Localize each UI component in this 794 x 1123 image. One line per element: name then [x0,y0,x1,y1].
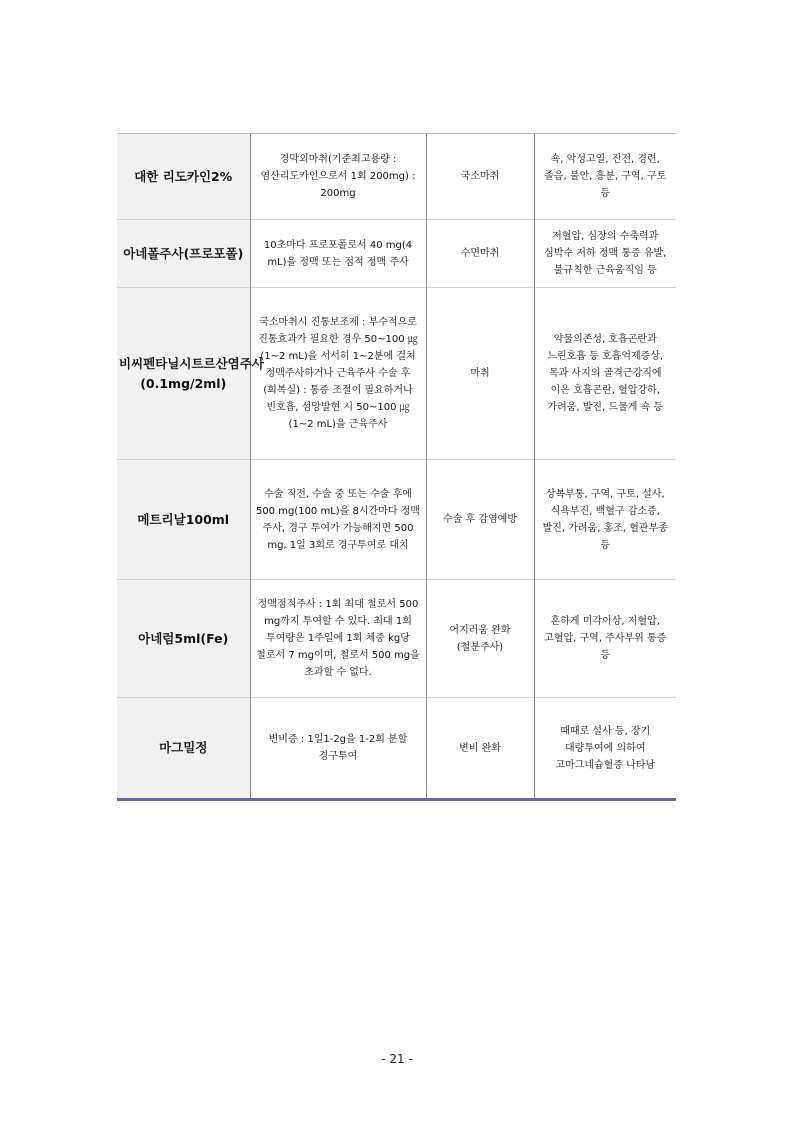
table-row [117,460,676,580]
purpose-cell: 어지러움 완화 (철분주사) [426,580,534,698]
purpose-cell: 수술 후 감염예방 [426,460,534,580]
table-row [117,288,676,460]
drug-name: 마그밀정 [117,698,250,800]
dosage-cell: 수술 직전, 수술 중 또는 수술 후에 500 mg(100 mL)을 8시간마다 정맥 주사, 경구 투여가 가능해지면 500 mg, 1일 3회로 경구투여로 대치 [250,460,426,580]
purpose-cell: 수면마취 [426,220,534,288]
side-effects-cell: 상복부통, 구역, 구토, 설사, 식욕부진, 백혈구 감소증, 발진, 가려움, 홍조, 혈관부종 등 [534,460,676,580]
side-effects-cell: 저혈압, 심장의 수축력과 심박수 저하 정맥 통증 유발,불규칙한 근육움직임 등 [534,220,676,288]
table-row [117,580,676,698]
drug-name: 메트리날100ml [117,460,250,580]
dosage-cell: 정맥점적주사 : 1회 최대 철로서 500 mg까지 투여할 수 있다. 최대 1회 투여량은 1주일에 1회 체중 kg당 철로서 7 mg이며, 철로서 500 mg을 초과할 수 없다. [250,580,426,698]
table-row [117,220,676,288]
side-effects-cell: 때때로 설사 등, 장기 대량투여에 의하여 고마그네슘혈증 나타남 [534,698,676,800]
purpose-cell: 국소마취 [426,134,534,220]
side-effects-cell: 흔하게 미각이상, 저혈압, 고혈압, 구역, 주사부위 통증 등 [534,580,676,698]
table-row [117,134,676,220]
table-row [117,698,676,800]
side-effects-cell: 쇽, 악성고열, 진전, 경련, 졸음, 불안, 흥분, 구역, 구토 등 [534,134,676,220]
drug-name: 아네폴주사(프로포폴) [117,220,250,288]
drug-name: 대한 리도카인2% [117,134,250,220]
dosage-cell: 국소마취시 진통보조제 : 부수적으로 진통효과가 필요한 경우 50~100 ㎍(1~2 mL)을 서서히 1~2분에 걸쳐 정맥주사하거나 근육주사 수술 후(회복실) : 통증 조절이 필요하거나 빈호흡, 섬망발현 시 50~100 ㎍(1~2 mL)을 근육주사 [250,288,426,460]
drug-name: 아네럼5ml(Fe) [117,580,250,698]
page-number: - 21 - [381,1052,413,1066]
drug-table [117,133,676,801]
drug-name: 비씨펜타닐시트르산염주사(0.1mg/2ml) [117,288,250,460]
dosage-cell: 변비증 : 1일1-2g을 1-2회 분할 경구투여 [250,698,426,800]
purpose-cell: 변비 완화 [426,698,534,800]
purpose-cell: 마취 [426,288,534,460]
dosage-cell: 10초마다 프로포폴로서 40 mg(4 mL)을 정맥 또는 점적 정맥 주사 [250,220,426,288]
side-effects-cell: 약물의존성, 호흡곤란과 느린호흡 등 호흡억제증상, 목과 사지의 골격근강직에 이은 호흡곤란, 혈압강하, 가려움, 발진, 드물게 쇽 등 [534,288,676,460]
dosage-cell: 경막외마취(기준최고용량 : 염산리도카인으로서 1회 200mg) : 200mg [250,134,426,220]
